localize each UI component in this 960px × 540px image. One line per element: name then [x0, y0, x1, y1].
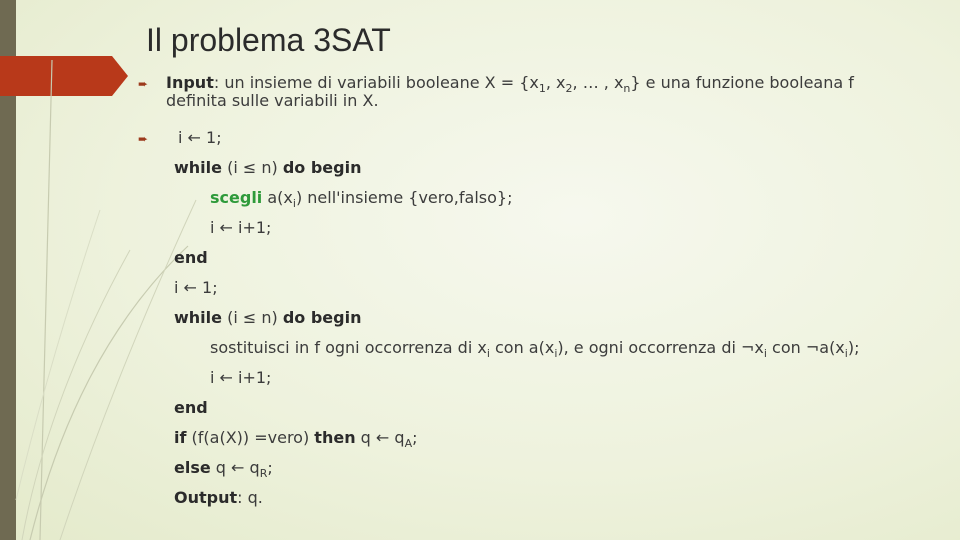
slide-title: Il problema 3SAT [146, 22, 391, 58]
code-line-2 [174, 159, 361, 177]
algorithm-bullet [138, 129, 938, 509]
input-text-d: } e una funzione booleana f [630, 73, 854, 92]
code-text: ), e ogni occorrenza di ¬x [557, 338, 764, 357]
keyword-while: while [174, 158, 222, 177]
input-line-1 [166, 73, 938, 96]
code-line-13 [174, 489, 263, 507]
input-line-2: definita sulle variabili in X. [166, 91, 379, 110]
code-text: ); [847, 338, 860, 357]
arrow-bullet-icon: ➨ [138, 77, 149, 91]
code-sub: i [292, 197, 296, 211]
input-text-b: , x [545, 73, 566, 92]
keyword-output: Output [174, 488, 238, 507]
input-sub-1: 1 [538, 82, 546, 96]
input-text-c: , … , x [572, 73, 624, 92]
code-line-9: i ← i+1; [210, 368, 272, 387]
code-line-6: i ← 1; [174, 278, 218, 297]
keyword-if: if [174, 428, 187, 447]
code-text: con a(x [489, 338, 555, 357]
code-line-7 [174, 309, 361, 327]
code-sub: i [763, 347, 767, 361]
keyword-do-begin: do begin [282, 158, 362, 177]
code-line-1: i ← 1; [178, 128, 222, 147]
code-text: q ← q [210, 458, 260, 477]
code-line-8 [210, 338, 860, 361]
code-sub: i [486, 347, 490, 361]
code-text: q ← q [355, 428, 405, 447]
arrow-bullet-icon: ➨ [138, 132, 149, 146]
code-sub: R [259, 467, 268, 481]
code-line-11 [174, 428, 418, 451]
code-line-3 [210, 188, 513, 211]
code-text: (i ≤ n) [222, 158, 283, 177]
code-text: a(x [262, 188, 293, 207]
keyword-then: then [314, 428, 356, 447]
title-accent-shape [0, 56, 128, 96]
input-text-a: : un insieme di variabili booleane X = {x [213, 73, 539, 92]
code-text: ; [412, 428, 418, 447]
input-sub-2: 2 [565, 82, 573, 96]
keyword-else: else [174, 458, 211, 477]
code-text: con ¬a(x [766, 338, 845, 357]
keyword-do-begin: do begin [282, 308, 362, 327]
code-line-12 [174, 458, 273, 481]
code-text: sostituisci in f ogni occorrenza di x [210, 338, 487, 357]
slide-content [138, 74, 938, 509]
code-line-5: end [174, 248, 208, 267]
code-sub: A [404, 437, 413, 451]
input-sub-n: n [623, 82, 631, 96]
code-line-4: i ← i+1; [210, 218, 272, 237]
code-sub: i [554, 347, 558, 361]
code-text: : q. [237, 488, 263, 507]
code-text: ; [267, 458, 273, 477]
code-text: (i ≤ n) [222, 308, 283, 327]
keyword-scegli: scegli [210, 188, 263, 207]
code-text: (f(a(X)) =vero) [186, 428, 315, 447]
code-text: ) nell'insieme {vero,falso}; [295, 188, 513, 207]
keyword-while: while [174, 308, 222, 327]
code-line-10: end [174, 398, 208, 417]
input-label: Input [166, 73, 214, 92]
code-sub: i [844, 347, 848, 361]
input-bullet [138, 74, 938, 110]
